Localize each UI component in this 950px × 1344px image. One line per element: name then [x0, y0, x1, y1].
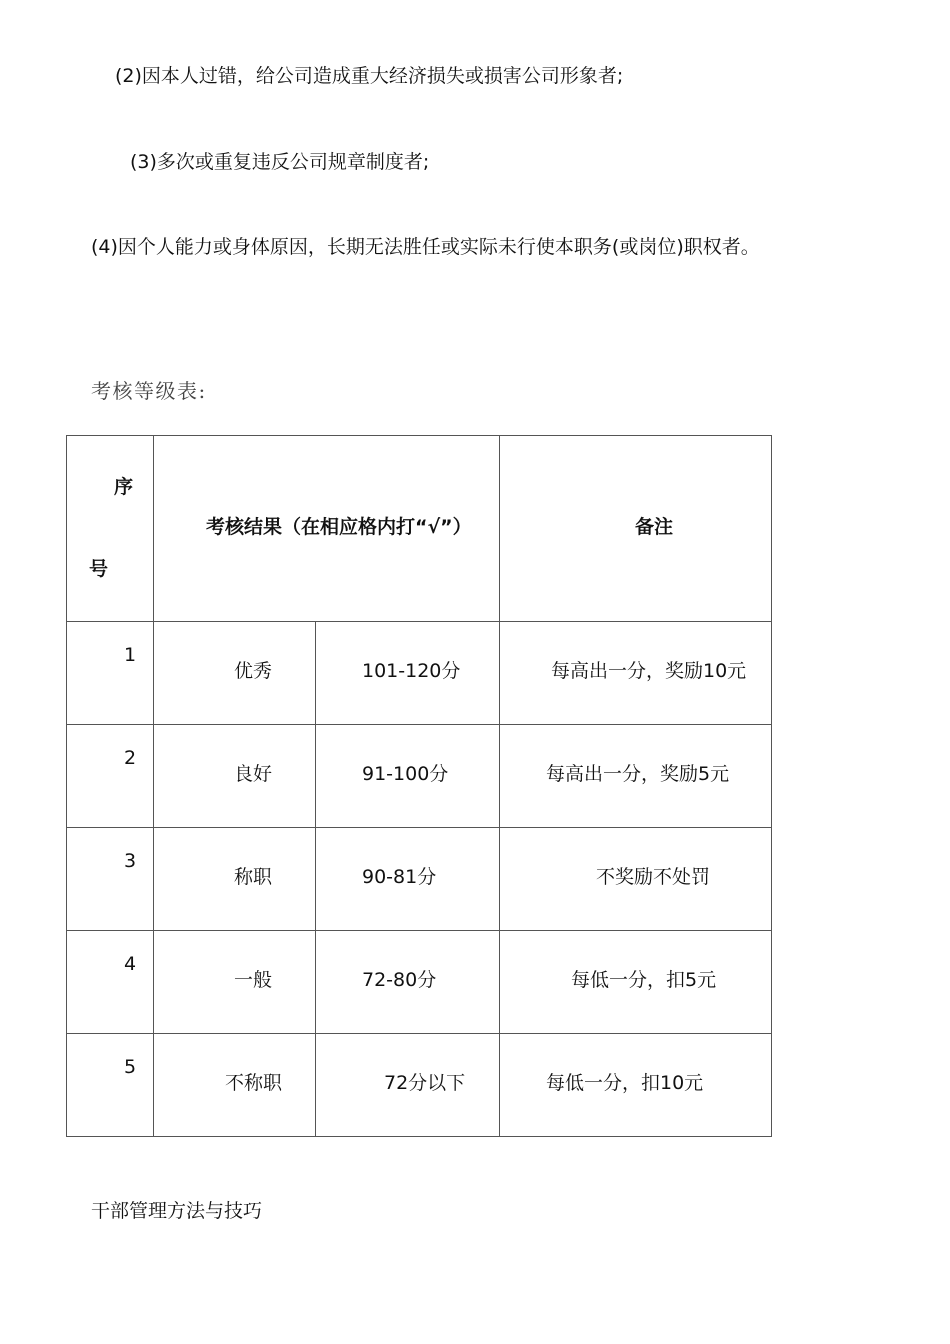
row-score: 91-100分 [362, 763, 449, 785]
row-score: 72分以下 [384, 1072, 466, 1094]
section-title: 干部管理方法与技巧 [91, 1200, 263, 1222]
header-remark-cell [500, 436, 772, 622]
table-row [67, 622, 772, 725]
table-row [67, 1034, 772, 1137]
grade-table [66, 435, 772, 1137]
row-remark: 每高出一分，奖励10元 [551, 660, 747, 682]
row-grade: 一般 [234, 969, 273, 991]
table-caption: 考核等级表: [91, 379, 207, 403]
header-seq-line1: 序 [114, 476, 134, 498]
row-seq: 4 [124, 953, 137, 975]
row-score: 90-81分 [362, 866, 437, 888]
row-grade: 优秀 [234, 660, 273, 682]
row-remark: 每低一分，扣10元 [546, 1072, 704, 1094]
header-seq-line2: 号 [89, 558, 109, 580]
row-seq: 3 [124, 850, 137, 872]
header-remark: 备注 [635, 516, 674, 538]
paragraph-item-4: (4)因个人能力或身体原因，长期无法胜任或实际未行使本职务(或岗位)职权者。 [91, 236, 760, 258]
row-remark: 每高出一分，奖励5元 [546, 763, 730, 785]
row-score: 101-120分 [362, 660, 461, 682]
table-header-row [67, 436, 772, 622]
header-result: 考核结果（在相应格内打“√”） [206, 516, 472, 538]
row-remark: 每低一分，扣5元 [571, 969, 717, 991]
row-remark: 不奖励不处罚 [596, 866, 711, 888]
header-seq-cell [67, 436, 154, 622]
row-seq: 1 [124, 644, 137, 666]
paragraph-item-3: (3)多次或重复违反公司规章制度者; [130, 151, 430, 173]
table-row [67, 931, 772, 1034]
header-result-cell [154, 436, 500, 622]
row-grade: 称职 [234, 866, 273, 888]
row-grade: 良好 [234, 763, 273, 785]
table-row [67, 725, 772, 828]
paragraph-item-2: (2)因本人过错，给公司造成重大经济损失或损害公司形象者; [115, 65, 624, 87]
table-row [67, 828, 772, 931]
row-seq: 2 [124, 747, 137, 769]
row-score: 72-80分 [362, 969, 437, 991]
row-grade: 不称职 [225, 1072, 283, 1094]
row-seq: 5 [124, 1056, 137, 1078]
